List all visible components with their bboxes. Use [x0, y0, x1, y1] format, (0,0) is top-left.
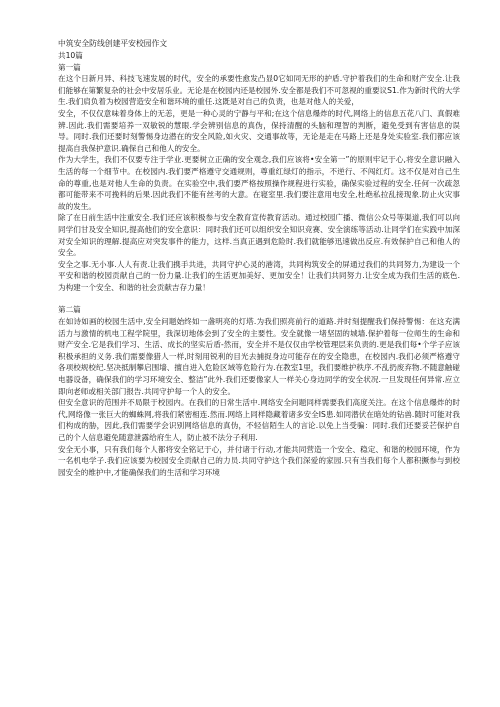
article-count: 共10篇 [58, 51, 83, 60]
section-heading-1: 第一篇 [58, 62, 81, 72]
document-title: 中筑安全防线创建平安校园作文 [58, 39, 168, 48]
paragraph: 在这个日新月异、科技飞速发展的时代，安全的承要性愈发凸显0它如同无形的护盾.守护着我们的生命和财产安全.让我们能够在第繁复杂的社会中安居乐业。无论是在校园内还是校园外.安全都是我们不可忽视的重要议S1.作为新时代的大学生.我们肩负着为校园营造安全和谐环境的重任.这既是对自己的负责，也是对他人的关爱， [58, 74, 460, 107]
paragraph: 安全，不仅仅意味着身体上的无恙，更是一种心灵的宁静与平和;在这个信息爆炸的时代,网络上的信息五花八门、真假难辨.因此.我们需要培养一双敏锐的慧眼.学会辨别信息的真伪，保持清醒的头脑和理智的判断，避免受到有害信息的误导。同时.我们还要时刻警惕身边潜在的安全风险,如火灾、交通事故等，无论是走在马路上还是身处实验室.我们都应该提高自我保护意识.确保自己和他人的安全。 [58, 108, 460, 153]
paragraph: 在如诗如画的校园生活中,安全问题始终如一盏明亮的灯塔.为我们照亮前行的道路.并时刻提醒我们保持警惕：在这充满活力与激情的机电工程学院里，我深切地体会到了安全的主要性。安全就像一堵坚固的城墙.保护着每一位师生的生命和财产安全.它是我们学习、生活、成长的坚实后盾-然而，安全并不是仅仅由学校管理层来负责的.更是我们每•个学子应该积极承担的义务.我们需要像猎人一样,时刻用锐利的目光去捕捉身边可能存在的安全隐患，在校园内.我们必须严格遵守各项校规校纪.坚决抵制攀启围墙、擅自进入危险区域等危险行为.在教室1里，我们要维护秩序.不乱扔废弃物.不随意触碰电器设备，确保我们的学习环境安全、整洁”此外.我们还要像家人一样关心身边同学的安全状况.一旦发现任何异常.应立即向老师或相关部门报告.共同守护每一个人的安全。 [58, 317, 460, 396]
paragraph: 但安全意识的范围并不局限于校园内。在我们的日常生活中.网络安全问题同样需要我们高度关注。在这个信息爆炸的时代,网络像一张巨大的蜘蛛网,将我们紧密相连.然而.网络上同样隐藏着诸多安全IS患.如同潜伏在暗处的钻兽.随时可能对我们构成的胁，因此,我们需要学会识别网络信息的真伪，不轻信陌生人的言论.以免上当受骗：同时.我们还要妥芒保护自己的个人信息避免随意泄露给府生人，防止被不法分子利用. [58, 398, 460, 442]
section-gap [58, 293, 460, 304]
paragraph: 安全无小事，只有我们每个人都将安全铭记于心，并付诸于行动,才能共同营造一个安全、稳定、和谐的校园环境，作为一名机电学子.我们应该要为校园安全贡献自己的力员.共同守护这个我们深爱的家园.只有当我们每个人都积撅参与到校园安全的维护中,才能确保我们的生活和学习环境 [58, 444, 460, 477]
paragraph: 除了在日前生活中注重安全.我们还应该积极参与安全教育宣传教育活动。通过校园广播、微信公众号等渠道,我们可以向同学们甘及安全知识,提高他们的安全意识：同时我们还可以组织安全知识竞赛、安全演练等活动.让同学们在实践中加深对安全知识的理解.提高应对突发事件的能力，这样.当真正遇到危险时.我们就能够迅速做出反应.有效保护自己和他人的安全。 [58, 213, 460, 258]
section-heading-2: 第二篇 [58, 305, 81, 315]
paragraph: 作为大学生，我们不仅要专注于学业.更要树立正确的安全观念,我们应该将•安全第一”的原则牢记于心,将安全意识融入生活的每一个细节中。在校园内.我们要严格遵守交通规则，尊重红绿灯的指示，不逆行、不闯红灯。这不仅是对自己生命的尊重,也是对他人生命的负责。在实验空中,我们要严格按照操作规程进行实验，确保实验过程的安全.任何一次疏忽都可能带来不可挽料的后果.因此我们不能有丝考的大意。在寝室里.我们要注意用电安全,杜绝私拉乱接现象.防止火灾事故的发生。 [58, 155, 460, 211]
paragraph: 安全之事.无小事.人人有责.让我们携手共进，共同守护心灵的港湾，共同构筑安全的屏通过我们的共同努力,为建设一个平安和谐的校园贡献自己的一份力量.让我们的生活更加美好、更加安全！让我们共同努力.让安全成为我们生活的底色.为构建一个安全、和谐的社会贡献吉存力量！ [58, 259, 460, 292]
